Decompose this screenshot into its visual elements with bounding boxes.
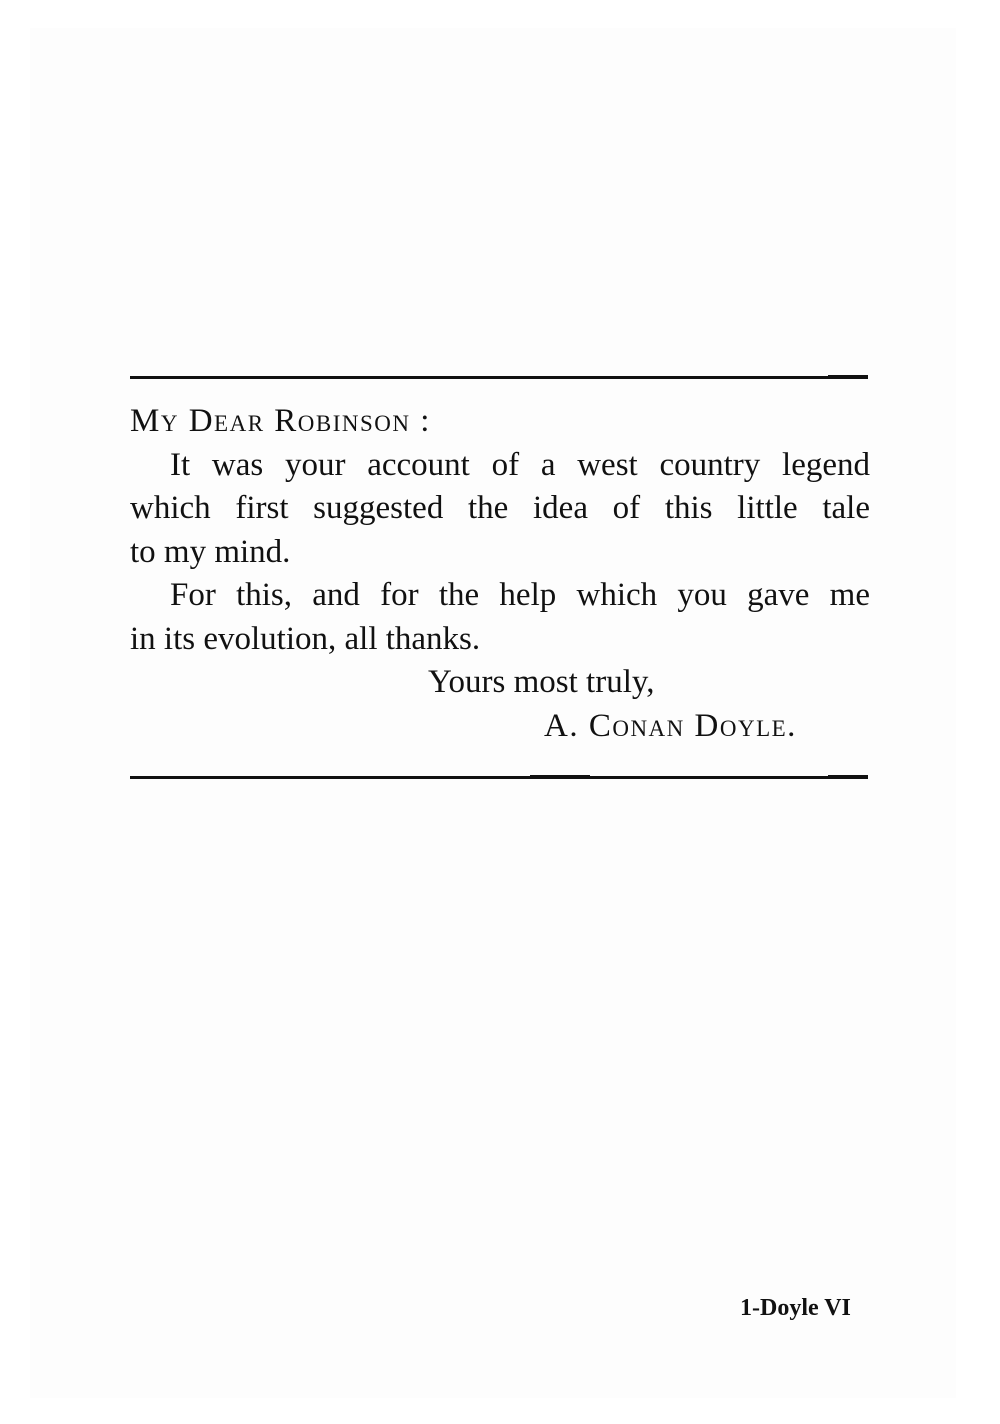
signature: A. Conan Doyle. <box>544 707 797 744</box>
paragraph-1-line-1: It was your account of a west country legend <box>170 446 870 483</box>
dedication-letter <box>130 400 870 748</box>
paragraph-2-line-2: in its evolution, all thanks. <box>130 620 481 657</box>
footer-mark: 1-Doyle VI <box>740 1295 851 1321</box>
salutation: My Dear Robinson : <box>130 403 431 439</box>
closing: Yours most truly, <box>428 664 655 700</box>
top-rule <box>130 376 868 379</box>
paragraph-1-line-3: to my mind. <box>130 533 291 570</box>
bottom-rule <box>130 776 868 779</box>
paragraph-2-line-1: For this, and for the help which you gave me <box>170 577 870 613</box>
paragraph-1-line-2: which first suggested the idea of this little tale <box>130 490 870 526</box>
